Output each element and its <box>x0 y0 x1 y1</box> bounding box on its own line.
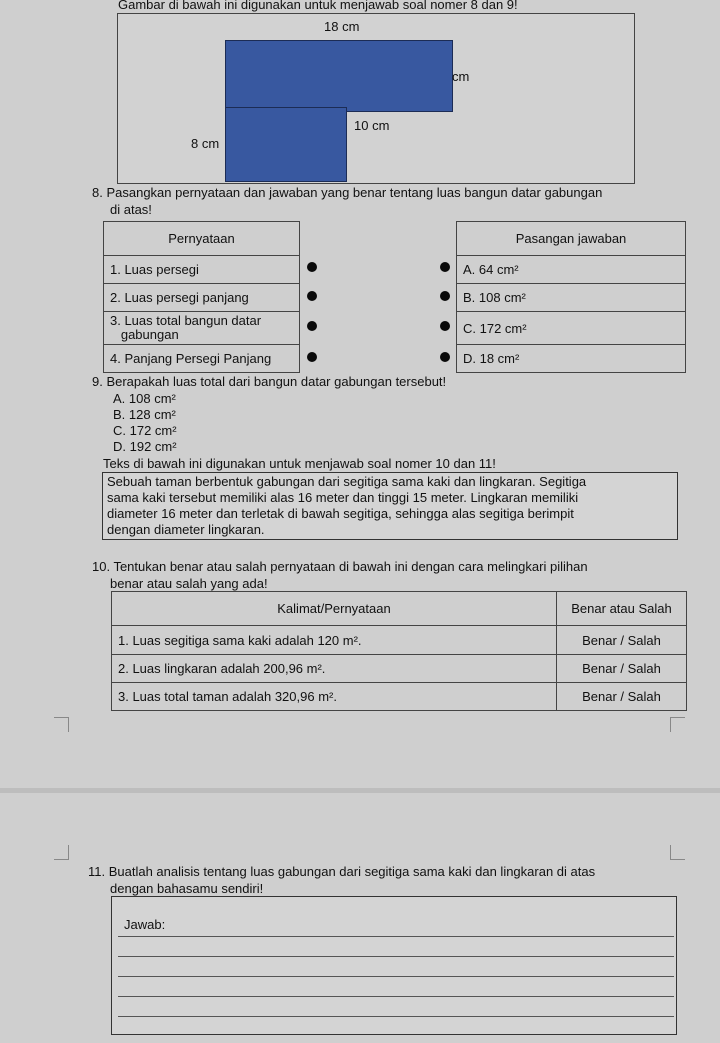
story-line-1: Sebuah taman berbentuk gabungan dari segitiga sama kaki dan lingkaran. Segitiga <box>107 474 587 489</box>
answer-line-2[interactable] <box>118 956 674 957</box>
q9-option-c[interactable]: C. 172 cm² <box>113 423 177 438</box>
q10-text-line1: 10. Tentukan benar atau salah pernyataan di bawah ini dengan cara melingkari pilihan <box>92 559 588 574</box>
answer-line-5[interactable] <box>118 1016 674 1017</box>
tf-header-statement: Kalimat/Pernyataan <box>112 592 557 626</box>
instruction-header: Gambar di bawah ini digunakan untuk menjawab soal nomer 8 dan 9! <box>118 0 518 12</box>
answer-line-3[interactable] <box>118 976 674 977</box>
tf-header-choice: Benar atau Salah <box>557 592 687 626</box>
statement-header: Pernyataan <box>104 222 300 256</box>
page-divider <box>0 788 720 793</box>
label-8cm: 8 cm <box>191 136 220 151</box>
q9-option-b[interactable]: B. 128 cm² <box>113 407 176 422</box>
answer-d: D. 18 cm² <box>457 345 686 373</box>
match-dot-answer-d[interactable] <box>440 352 450 362</box>
answer-box[interactable] <box>111 896 677 1035</box>
statement-table <box>103 221 300 373</box>
q9-option-a[interactable]: A. 108 cm² <box>113 391 176 406</box>
statement-4: 4. Panjang Persegi Panjang <box>104 345 300 373</box>
intro-10-11: Teks di bawah ini digunakan untuk menjawab soal nomer 10 dan 11! <box>103 456 496 471</box>
match-dot-answer-b[interactable] <box>440 291 450 301</box>
match-dot-statement-4[interactable] <box>307 352 317 362</box>
tf-choice-3[interactable]: Benar / Salah <box>557 683 687 711</box>
story-line-2: sama kaki tersebut memiliki alas 16 meter dan tinggi 15 meter. Lingkaran memiliki <box>107 490 579 505</box>
q11-text-line1: 11. Buatlah analisis tentang luas gabungan dari segitiga sama kaki dan lingkaran di atas <box>88 864 596 879</box>
match-dot-answer-a[interactable] <box>440 262 450 272</box>
statement-1: 1. Luas persegi <box>104 256 300 284</box>
q11-text-line2: dengan bahasamu sendiri! <box>110 881 264 896</box>
tf-statement-3: 3. Luas total taman adalah 320,96 m². <box>112 683 557 711</box>
match-dot-answer-c[interactable] <box>440 321 450 331</box>
answer-label: Jawab: <box>124 917 166 932</box>
tf-statement-2: 2. Luas lingkaran adalah 200,96 m². <box>112 655 557 683</box>
answer-header: Pasangan jawaban <box>457 222 686 256</box>
answer-b: B. 108 cm² <box>457 284 686 312</box>
match-dot-statement-1[interactable] <box>307 262 317 272</box>
composite-shape-figure <box>117 13 635 184</box>
crop-mark-top-left <box>54 717 69 732</box>
crop-mark-bottom-right <box>670 845 685 860</box>
answer-line-4[interactable] <box>118 996 674 997</box>
answer-table <box>456 221 686 373</box>
answer-a: A. 64 cm² <box>457 256 686 284</box>
label-10cm: 10 cm <box>354 118 390 133</box>
q9-question: 9. Berapakah luas total dari bangun datar gabungan tersebut! <box>92 374 447 389</box>
q9-option-d[interactable]: D. 192 cm² <box>113 439 177 454</box>
story-line-4: dengan diameter lingkaran. <box>107 522 265 537</box>
label-18cm: 18 cm <box>324 19 360 34</box>
story-line-3: diameter 16 meter dan terletak di bawah segitiga, sehingga alas segitiga berimpit <box>107 506 574 521</box>
label-rect-height: cm <box>452 69 470 84</box>
story-box <box>102 472 678 540</box>
tf-choice-1[interactable]: Benar / Salah <box>557 626 687 655</box>
true-false-table <box>111 591 687 711</box>
square-shape <box>225 107 347 182</box>
match-dot-statement-3[interactable] <box>307 321 317 331</box>
q8-text-line2: di atas! <box>110 202 152 217</box>
rectangle-shape <box>225 40 453 112</box>
tf-statement-1: 1. Luas segitiga sama kaki adalah 120 m². <box>112 626 557 655</box>
q10-text-line2: benar atau salah yang ada! <box>110 576 268 591</box>
statement-2: 2. Luas persegi panjang <box>104 284 300 312</box>
tf-choice-2[interactable]: Benar / Salah <box>557 655 687 683</box>
answer-line-1[interactable] <box>118 936 674 937</box>
crop-mark-top-right <box>670 717 685 732</box>
match-dot-statement-2[interactable] <box>307 291 317 301</box>
answer-c: C. 172 cm² <box>457 312 686 345</box>
crop-mark-bottom-left <box>54 845 69 860</box>
statement-3: 3. Luas total bangun datar gabungan <box>104 312 300 345</box>
q8-text-line1: 8. Pasangkan pernyataan dan jawaban yang benar tentang luas bangun datar gabungan <box>92 185 603 200</box>
